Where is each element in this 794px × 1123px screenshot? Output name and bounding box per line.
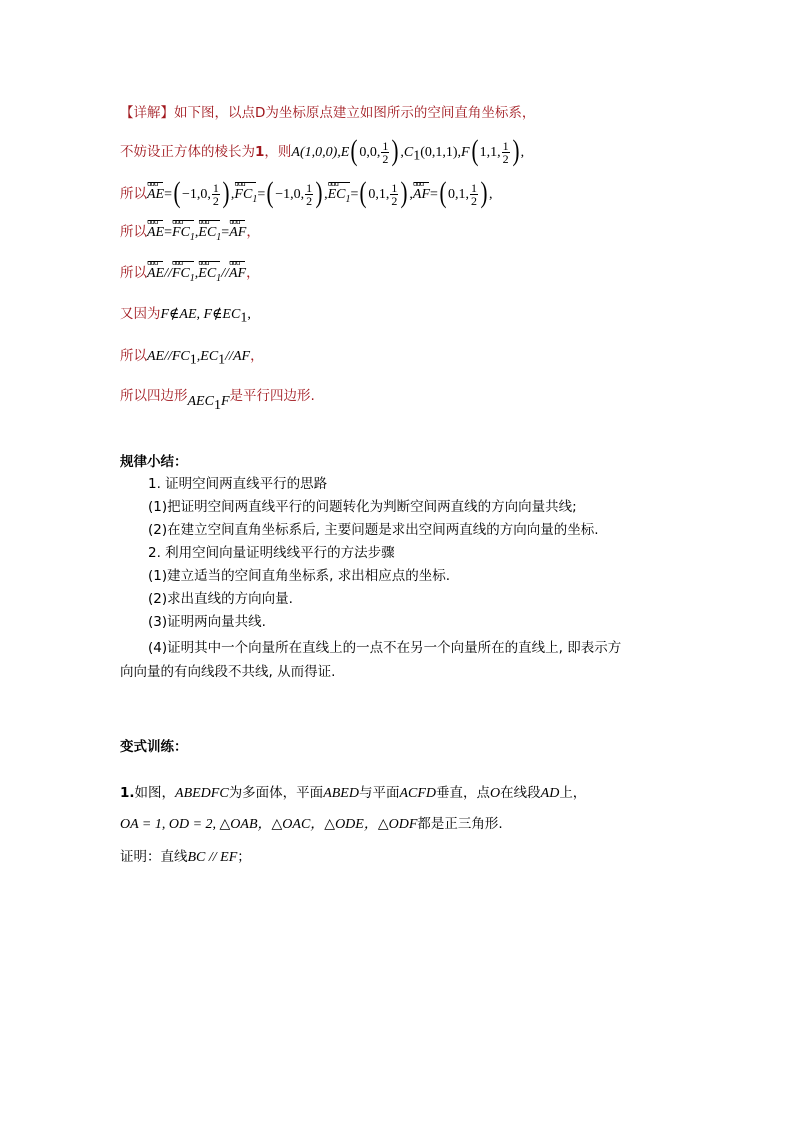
detail-line-7 [120,346,264,371]
parallel-af-math: //AF [225,349,251,364]
subscript-1: 1 [240,310,248,326]
point-c-label: C [403,145,414,160]
vector-fc1-values: −1,0, [275,187,305,202]
q-text: 如图， [134,785,176,801]
q-text: ； [237,849,251,865]
because-text: 又因为 [120,306,161,322]
subscript-1: 1 [216,272,222,284]
vector-ae-values: −1,0, [182,187,211,202]
fraction-numerator: 1 [212,180,219,195]
point-c-values: (0,1,1), [420,145,462,160]
fraction-denominator: 2 [502,151,509,166]
quadrilateral-name [187,394,230,413]
comma: , [194,225,199,240]
vector-ec-label: EC [198,225,217,240]
vector-af: AF uuu [229,264,246,284]
detail-line-4 [120,222,260,248]
vector-af: AF uuu [229,223,246,243]
q-math: ABEDFC [175,786,229,801]
point-f-values: 1,1, [479,145,501,160]
comma: , [194,266,199,281]
fraction-denominator: 2 [382,151,389,166]
paren-open: ( [439,176,447,209]
fraction-numerator: 1 [391,180,398,195]
q-math: ACFD [399,786,437,801]
parallelogram-conclusion: 是平行四边形. [229,388,315,404]
q-math: OA = 1, OD = 2, △OAB [120,817,258,832]
summary-item-continued: 向向量的有向线段不共线, 从而得证. [120,664,336,680]
detail-intro-text: 如下图，以点D为坐标原点建立如图所示的空间直角坐标系， [174,105,536,121]
point-e-values: 0,0, [359,145,381,160]
q-math: BC // EF [187,850,238,865]
therefore-text: 所以 [120,224,147,240]
q-text: 都是正三角形. [417,816,503,832]
therefore-text: 所以 [120,186,147,202]
vector-af: AF uuu [413,185,430,205]
half-fraction [212,182,220,207]
summary-item: (4)证明其中一个向量所在直线上的一点不在另一个向量所在的直线上, 即表示方 [148,640,622,656]
therefore-text: 所以 [120,348,147,364]
vector-fc-label: FC [234,187,253,202]
variant-heading: 变式训练： [120,739,188,755]
fraction-denominator: 2 [470,193,477,208]
summary-item: (2)在建立空间直角坐标系后, 主要问题是求出空间两直线的方向向量的坐标. [148,522,599,538]
paren-close: ) [315,176,323,209]
vector-fc1 [172,264,195,289]
comma: , [230,187,235,202]
subscript-1: 1 [216,231,222,243]
detail-line-6 [120,304,251,329]
half-fraction [470,182,478,207]
q-math: O [490,786,501,801]
fraction-numerator: 1 [382,138,389,153]
not-in-lines-math: F∉AE, F∉EC [160,307,241,322]
then-text: ，则 [264,144,292,160]
vector-ec1 [328,185,351,210]
summary-heading: 规律小结： [120,454,188,470]
vector-ec-label: EC [198,266,217,281]
equals-sign: = [221,225,230,240]
fraction-numerator: 1 [306,180,313,195]
paren-close: ) [391,134,399,167]
q-text: 证明：直线 [120,849,188,865]
paren-open: ( [350,134,358,167]
vector-fc1 [172,223,195,248]
paren-open: ( [471,134,479,167]
fraction-denominator: 2 [306,193,313,208]
comma: , [520,145,525,160]
parallel-ae-fc-math: AE//FC [147,349,190,364]
q-text: 在线段 [500,785,541,801]
question-number: 1. [120,785,135,801]
q-math: ，△ODF [363,817,418,832]
comma: ， [250,348,264,364]
comma: ， [246,265,260,281]
summary-item: 1. 证明空间两直线平行的思路 [148,476,328,492]
detail-line-1 [120,103,535,123]
therefore-text: 所以 [120,265,147,281]
summary-item: (1)建立适当的空间直角坐标系, 求出相应点的坐标. [148,568,450,584]
variant-question-line-2 [120,814,503,835]
vector-ec1 [198,223,221,248]
point-f-label: F [461,145,470,160]
fraction-denominator: 2 [391,193,398,208]
variant-question-line-1 [120,783,586,804]
q-math: ，△OAC [257,817,311,832]
half-fraction [390,182,398,207]
subscript-1: 1 [189,231,195,243]
vector-fc1 [234,185,257,210]
vector-fc-label: FC [171,266,190,281]
subscript-1: 1 [189,272,195,284]
summary-item: (3)证明两向量共线. [148,614,266,630]
summary-item: 2. 利用空间向量证明线线平行的方法步骤 [148,545,395,561]
vector-ec1-values: 0,1, [368,187,390,202]
equals-sign: = [164,225,173,240]
vector-fc-label: FC [172,225,190,240]
subscript-1: 1 [218,352,226,368]
parallel-sign: // [221,266,229,281]
equals-sign: = [350,187,359,202]
detail-line-8 [120,386,315,411]
vector-ae: AE uuu [147,264,164,284]
point-a: A(1,0,0), [291,145,341,160]
subscript-1: 1 [213,397,221,413]
vector-ae: AE uuu [147,185,164,205]
paren-open: ( [359,176,367,209]
subscript-1: 1 [345,193,351,205]
comma: , [400,145,404,160]
detail-line-2 [120,134,525,167]
paren-close: ) [480,176,488,209]
vector-af-values: 0,1, [447,187,469,202]
summary-item: (2)求出直线的方向向量. [148,591,293,607]
half-fraction [381,140,389,165]
summary-item: (1)把证明空间两直线平行的问题转化为判断空间两直线的方向向量共线; [148,499,577,515]
paren-close: ) [222,176,230,209]
detail-line-5 [120,263,260,289]
half-fraction [502,140,510,165]
paren-close: ) [512,134,520,167]
vector-ec1 [198,264,221,289]
fraction-numerator: 1 [502,138,509,153]
subscript-1: 1 [413,148,421,164]
subscript-1: 1 [189,352,197,368]
edge-length-value: 1 [255,144,265,160]
vector-ae: AE uuu [147,223,164,243]
detail-line-3 [120,176,493,210]
q-math: AD [540,786,560,801]
comma: , [409,187,413,202]
q-text: 上， [559,785,587,801]
half-fraction [305,182,313,207]
equals-sign: = [257,187,266,202]
ec-math: ,EC [196,349,219,364]
subscript-1: 1 [252,193,258,205]
parallel-sign: // [164,266,172,281]
paren-close: ) [400,176,408,209]
paren-open: ( [266,176,274,209]
comma: , [488,187,493,202]
q-text: 与平面 [358,785,400,801]
comma: , [247,307,251,322]
fraction-denominator: 2 [212,193,219,208]
q-math: ABED [323,786,359,801]
q-text: 为多面体，平面 [228,785,324,801]
comma: , [324,187,328,202]
variant-question-line-3 [120,847,251,868]
quadrilateral-text: 所以四边形 [120,388,188,404]
q-text: 垂直，点 [436,785,491,801]
quadrilateral-name-a: AEC [187,394,214,409]
equals-sign: = [164,187,173,202]
q-math: ，△ODE [310,817,364,832]
fraction-numerator: 1 [470,180,477,195]
quadrilateral-name-f: F [220,394,230,409]
detail-tag: 【详解】 [120,105,174,121]
point-e-label: E [340,145,350,160]
paren-open: ( [173,176,181,209]
vector-ec-label: EC [327,187,346,202]
edge-length-text: 不妨设正方体的棱长为 [120,144,255,160]
comma: ， [246,224,260,240]
equals-sign: = [430,187,438,202]
